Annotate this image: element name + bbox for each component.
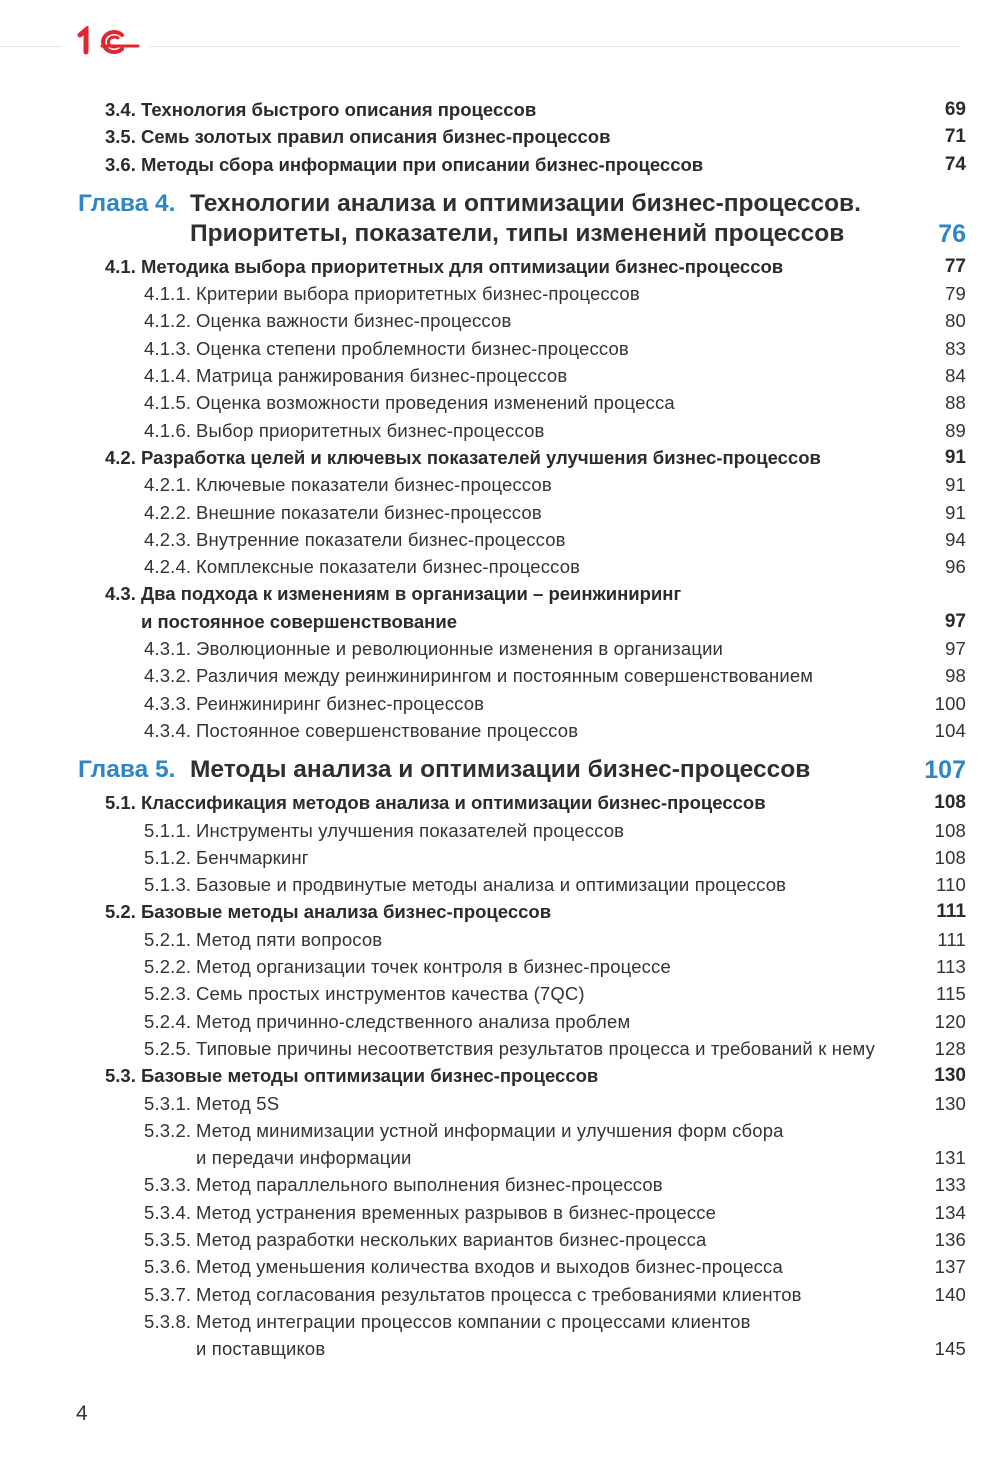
toc-entry-title: Методика выбора приоритетных для оптимизации бизнес-процессов — [141, 255, 784, 277]
toc-entry-title: Технология быстрого описания процессов — [141, 99, 537, 120]
toc-entry-number: 5.1.3. — [144, 874, 192, 896]
toc-entry-title: Метод интеграции процессов компании с процессами клиентов — [196, 1310, 751, 1332]
toc-entry-row[interactable] — [0, 953, 1000, 980]
toc-entry-page: 83 — [945, 337, 966, 359]
toc-entry-title: Метод минимизации устной информации и улучшения форм сбора — [196, 1119, 784, 1141]
toc-entry-page: 97 — [945, 638, 966, 660]
toc-entry-title: Внутренние показатели бизнес-процессов — [196, 528, 566, 550]
toc-entry-row[interactable] — [0, 1035, 1000, 1062]
header-rule-right — [150, 46, 960, 47]
toc-entry-title: Метод пяти вопросов — [196, 928, 383, 950]
toc-entry-number: 5.3.2. — [144, 1119, 192, 1141]
toc-entry-page: 97 — [944, 610, 966, 632]
toc-entry-page: 108 — [934, 819, 966, 841]
toc-entry-row[interactable] — [0, 1090, 1000, 1117]
toc-entry-row[interactable] — [0, 307, 1000, 334]
toc-entry-row[interactable] — [0, 1171, 1000, 1198]
toc-entry-page: 77 — [944, 255, 966, 277]
toc-entry-title: Семь золотых правил описания бизнес-процессов — [141, 126, 611, 148]
toc-entry-title: Технологии анализа и оптимизации бизнес-процессов. — [190, 189, 861, 217]
toc-entry-page: 128 — [934, 1037, 966, 1059]
toc-entry-number: 5.2. — [105, 901, 136, 923]
toc-entry-page: 71 — [944, 126, 966, 148]
toc-entry-number: 5.3. — [105, 1065, 136, 1087]
toc-entry-title: Бенчмаркинг — [196, 846, 309, 868]
toc-entry-number: 5.3.8. — [144, 1310, 192, 1332]
toc-entry-title: Постоянное совершенствование процессов — [196, 719, 579, 741]
toc-entry-page: 91 — [945, 501, 966, 523]
toc-entry-row[interactable] — [0, 471, 1000, 498]
toc-entry-row[interactable] — [0, 389, 1000, 416]
toc-entry-number: 5.3.3. — [144, 1174, 192, 1196]
toc-entry-title: Метод параллельного выполнения бизнес-процессов — [196, 1174, 663, 1196]
toc-entry-page: 98 — [945, 665, 966, 687]
toc-entry-number: 4.2.4. — [144, 556, 192, 578]
toc-entry-number: 5.3.6. — [144, 1256, 192, 1278]
toc-entry-title: и постоянное совершенствование — [141, 610, 457, 632]
toc-entry-page: 69 — [944, 99, 966, 120]
toc-entry-page: 79 — [945, 283, 966, 305]
toc-entry-title: Семь простых инструментов качества (7QC) — [196, 983, 585, 1005]
toc-entry-page: 74 — [944, 153, 966, 175]
toc-entry-title: Типовые причины несоответствия результатов процесса и требований к нему — [196, 1037, 876, 1059]
toc-entry-page: 140 — [934, 1283, 966, 1305]
toc-entry-number: Глава 4. — [78, 189, 176, 217]
toc-entry-number: 4.1.4. — [144, 365, 192, 387]
toc-entry-row[interactable] — [0, 1008, 1000, 1035]
toc-entry-number: 5.1. — [105, 792, 136, 814]
toc-entry-page: 91 — [945, 474, 966, 496]
toc-entry-title: Комплексные показатели бизнес-процессов — [196, 556, 581, 578]
toc-entry-row[interactable] — [0, 1281, 1000, 1308]
toc-entry-page: 89 — [945, 419, 966, 441]
toc-chapter-row[interactable] — [0, 219, 1000, 249]
toc-entry-row[interactable] — [0, 608, 1000, 635]
page-number: 4 — [76, 1402, 88, 1425]
toc-entry-page: 134 — [934, 1201, 966, 1223]
toc-entry-title: Метод причинно-следственного анализа проблем — [196, 1010, 631, 1032]
toc-entry-page: 145 — [934, 1338, 966, 1360]
toc-entry-row[interactable] — [0, 926, 1000, 953]
toc-entry-row[interactable] — [0, 817, 1000, 844]
toc-entry-title: Оценка степени проблемности бизнес-процессов — [196, 337, 629, 359]
toc-entry-page: 80 — [945, 310, 966, 332]
toc-entry-number: 5.2.3. — [144, 983, 192, 1005]
toc-entry-title: Инструменты улучшения показателей процессов — [196, 819, 625, 841]
chapter-spacer — [0, 744, 1000, 755]
toc-entry-number: 4.3.1. — [144, 638, 192, 660]
chapter-spacer — [0, 178, 1000, 189]
toc-entry-page: 91 — [944, 446, 966, 468]
toc-entry-number: 5.3.4. — [144, 1201, 192, 1223]
toc-entry-page: 110 — [936, 874, 966, 896]
toc-entry-page: 76 — [938, 219, 966, 248]
toc-entry-page: 137 — [934, 1256, 966, 1278]
toc-entry-page: 130 — [934, 1065, 966, 1087]
toc-entry-page: 113 — [936, 956, 966, 978]
header-rule-left — [0, 46, 62, 47]
toc-entry-title: Базовые и продвинутые методы анализа и оптимизации процессов — [196, 874, 787, 896]
toc-entry-title: Различия между реинжинирингом и постоянным совершенствованием — [196, 665, 814, 687]
toc-entry-title: Матрица ранжирования бизнес-процессов — [196, 365, 568, 387]
toc-entry-number: 3.5. — [105, 126, 136, 148]
toc-entry-row[interactable] — [0, 444, 1000, 471]
toc-entry-row[interactable] — [0, 1253, 1000, 1280]
toc-entry-title: и поставщиков — [196, 1338, 326, 1360]
toc-entry-page: 100 — [934, 692, 966, 714]
toc-entry-number: 4.2.3. — [144, 528, 192, 550]
toc-entry-row[interactable] — [0, 1062, 1000, 1089]
toc-entry-title: Оценка возможности проведения изменений процесса — [196, 392, 675, 414]
toc-entry-page: 115 — [936, 983, 966, 1005]
toc-entry-number: 4.1.6. — [144, 419, 192, 441]
toc-entry-row[interactable] — [0, 362, 1000, 389]
toc-entry-number: 4.1.5. — [144, 392, 192, 414]
toc-entry-row[interactable] — [0, 635, 1000, 662]
toc-entry-title: и передачи информации — [196, 1147, 412, 1169]
toc-entry-title: Оценка важности бизнес-процессов — [196, 310, 512, 332]
table-of-contents — [0, 96, 1000, 1362]
toc-entry-row[interactable] — [0, 499, 1000, 526]
toc-entry-row[interactable] — [0, 123, 1000, 150]
toc-entry-number: 5.1.2. — [144, 846, 192, 868]
toc-entry-number: 4.1.3. — [144, 337, 192, 359]
toc-entry-title: Выбор приоритетных бизнес-процессов — [196, 419, 545, 441]
toc-entry-row[interactable] — [0, 871, 1000, 898]
toc-entry-number: 4.1. — [105, 255, 136, 277]
toc-entry-title: Базовые методы анализа бизнес-процессов — [141, 901, 552, 923]
toc-entry-page: 108 — [934, 792, 966, 814]
toc-entry-row[interactable] — [0, 1226, 1000, 1253]
toc-entry-title: Метод устранения временных разрывов в бизнес-процессе — [196, 1201, 717, 1223]
toc-entry-row[interactable] — [0, 580, 1000, 607]
toc-entry-row[interactable] — [0, 1335, 1000, 1362]
toc-entry-row[interactable] — [0, 151, 1000, 178]
toc-entry-row[interactable] — [0, 844, 1000, 871]
toc-entry-title: Эволюционные и революционные изменения в организации — [196, 638, 724, 660]
toc-entry-page: 131 — [934, 1147, 966, 1169]
toc-entry-title: Внешние показатели бизнес-процессов — [196, 501, 542, 523]
toc-entry-page: 88 — [945, 392, 966, 414]
toc-entry-number: 4.2.2. — [144, 501, 192, 523]
toc-entry-row[interactable] — [0, 898, 1000, 925]
toc-entry-number: 5.3.5. — [144, 1228, 192, 1250]
toc-entry-row[interactable] — [0, 717, 1000, 744]
toc-entry-number: 5.2.2. — [144, 956, 192, 978]
toc-entry-row[interactable] — [0, 526, 1000, 553]
toc-entry-title: Приоритеты, показатели, типы изменений процессов — [190, 219, 845, 247]
toc-entry-title: Реинжиниринг бизнес-процессов — [196, 692, 485, 714]
toc-entry-number: 4.3.4. — [144, 719, 192, 741]
toc-entry-row[interactable] — [0, 1308, 1000, 1335]
toc-entry-row[interactable] — [0, 417, 1000, 444]
toc-entry-number: 4.1.1. — [144, 283, 192, 305]
toc-entry-row[interactable] — [0, 1117, 1000, 1144]
toc-entry-title: Классификация методов анализа и оптимизации бизнес-процессов — [141, 792, 766, 814]
toc-entry-number: 5.3.1. — [144, 1092, 192, 1114]
toc-entry-row[interactable] — [0, 1144, 1000, 1171]
toc-entry-row[interactable] — [0, 662, 1000, 689]
toc-entry-page: 133 — [934, 1174, 966, 1196]
toc-chapter-row[interactable] — [0, 189, 1000, 219]
toc-entry-number: 4.1.2. — [144, 310, 192, 332]
toc-entry-number: 4.2. — [105, 446, 136, 468]
toc-entry-title: Метод согласования результатов процесса с требованиями клиентов — [196, 1283, 802, 1305]
toc-entry-page: 84 — [945, 365, 966, 387]
toc-entry-title: Ключевые показатели бизнес-процессов — [196, 474, 552, 496]
toc-entry-page: 130 — [934, 1092, 966, 1114]
toc-entry-title: Метод 5S — [196, 1092, 280, 1114]
toc-entry-title: Методы анализа и оптимизации бизнес-процессов — [190, 756, 811, 784]
toc-entry-title: Критерии выбора приоритетных бизнес-процессов — [196, 283, 640, 305]
toc-entry-title: Два подхода к изменениям в организации – реинжиниринг — [141, 583, 682, 605]
toc-entry-number: 4.2.1. — [144, 474, 192, 496]
toc-entry-number: 5.2.1. — [144, 928, 192, 950]
toc-entry-title: Разработка целей и ключевых показателей улучшения бизнес-процессов — [141, 446, 821, 468]
toc-entry-number: 5.1.1. — [144, 819, 192, 841]
toc-entry-page: 120 — [934, 1010, 966, 1032]
toc-entry-row[interactable] — [0, 335, 1000, 362]
toc-entry-row[interactable] — [0, 980, 1000, 1007]
toc-entry-number: 3.4. — [105, 99, 136, 120]
toc-entry-number: 5.3.7. — [144, 1283, 192, 1305]
toc-entry-title: Метод уменьшения количества входов и выходов бизнес-процесса — [196, 1256, 783, 1278]
1c-logo — [76, 26, 140, 58]
toc-chapter-row[interactable] — [0, 755, 1000, 785]
toc-entry-row[interactable] — [0, 253, 1000, 280]
toc-entry-row[interactable] — [0, 96, 1000, 123]
toc-entry-row[interactable] — [0, 1199, 1000, 1226]
toc-entry-row[interactable] — [0, 690, 1000, 717]
toc-entry-title: Методы сбора информации при описании бизнес-процессов — [141, 153, 704, 175]
toc-entry-row[interactable] — [0, 553, 1000, 580]
toc-entry-row[interactable] — [0, 280, 1000, 307]
toc-entry-row[interactable] — [0, 789, 1000, 816]
toc-entry-number: 4.3.3. — [144, 692, 192, 714]
toc-entry-number: 4.3. — [105, 583, 136, 605]
toc-entry-page: 111 — [936, 901, 966, 923]
toc-entry-number: 4.3.2. — [144, 665, 192, 687]
toc-entry-page: 136 — [934, 1228, 966, 1250]
toc-entry-number: 3.6. — [105, 153, 136, 175]
toc-entry-page: 104 — [934, 719, 966, 741]
toc-entry-title: Метод организации точек контроля в бизнес-процессе — [196, 956, 671, 978]
toc-entry-page: 107 — [924, 756, 966, 785]
toc-entry-number: Глава 5. — [78, 756, 176, 784]
toc-entry-number: 5.2.4. — [144, 1010, 192, 1032]
toc-entry-page: 108 — [934, 846, 966, 868]
toc-entry-page: 94 — [945, 528, 966, 550]
toc-entry-title: Базовые методы оптимизации бизнес-процессов — [141, 1065, 599, 1087]
toc-entry-page: 111 — [937, 928, 966, 950]
toc-entry-title: Метод разработки нескольких вариантов бизнес-процесса — [196, 1228, 707, 1250]
toc-entry-number: 5.2.5. — [144, 1037, 192, 1059]
toc-entry-page: 96 — [945, 556, 966, 578]
